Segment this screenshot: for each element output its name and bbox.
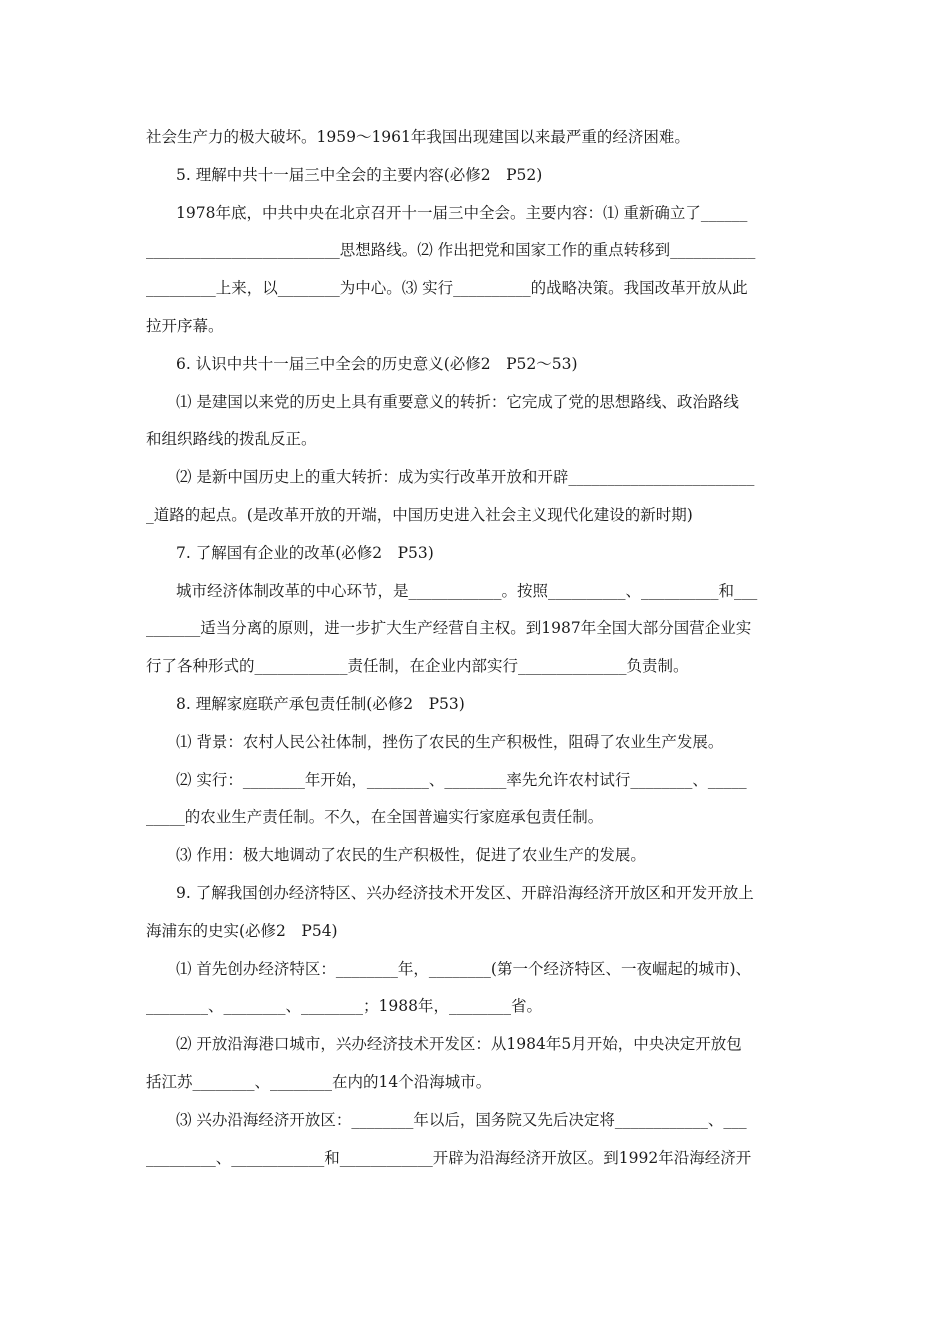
text-line: 海浦东的史实(必修2 P54): [146, 921, 338, 940]
text-line: 6. 认识中共十一届三中全会的历史意义(必修2 P52～53): [176, 354, 578, 373]
text-line: _______适当分离的原则，进一步扩大生产经营自主权。到1987年全国大部分国营企业实: [146, 619, 752, 638]
text-line: 8. 理解家庭联产承包责任制(必修2 P53): [176, 694, 465, 713]
text-line: _____的农业生产责任制。不久，在全国普遍实行家庭承包责任制。: [146, 808, 604, 827]
text-line: ⑴ 首先创办经济特区：________年，________(第一个经济特区、一夜崛起的城市)、: [176, 959, 752, 978]
text-line: 社会生产力的极大破坏。1959～1961年我国出现建国以来最严重的经济困难。: [146, 128, 690, 146]
text-line: _道路的起点。(是改革开放的开端，中国历史进入社会主义现代化建设的新时期): [146, 505, 693, 524]
text-line: 1978年底，中共中央在北京召开十一届三中全会。主要内容：⑴ 重新确立了______: [176, 203, 748, 222]
text-line: 和组织路线的拨乱反正。: [146, 430, 317, 449]
text-line: ⑴ 是建国以来党的历史上具有重要意义的转折：它完成了党的思想路线、政治路线: [176, 392, 739, 411]
text-line: _________上来，以________为中心。⑶ 实行__________的战略决策。我国改革开放从此: [146, 279, 748, 298]
text-line: 5. 理解中共十一届三中全会的主要内容(必修2 P52): [176, 165, 543, 184]
text-line: 拉开序幕。: [146, 316, 224, 335]
text-line: 城市经济体制改革的中心环节，是____________。按照__________、__________和___: [176, 581, 758, 600]
text-line: _________________________思想路线。⑵ 作出把党和国家工作的重点转移到___________: [146, 241, 756, 260]
text-line: ⑵ 实行：________年开始，________、________率先允许农村试行________、_____: [176, 770, 747, 789]
text-line: 行了各种形式的____________责任制，在企业内部实行______________负责制。: [146, 657, 689, 676]
text-line: 9. 了解我国创办经济特区、兴办经济技术开发区、开辟沿海经济开放区和开发开放上: [176, 883, 754, 902]
text-line: _________、____________和____________开辟为沿海经济开放区。到1992年沿海经济开: [146, 1148, 752, 1167]
text-line: 括江苏________、________在内的14个沿海城市。: [146, 1072, 492, 1091]
text-line: ⑶ 兴办沿海经济开放区：________年以后，国务院又先后决定将____________、___: [176, 1110, 747, 1129]
text-line: ⑵ 开放沿海港口城市，兴办经济技术开发区：从1984年5月开始，中央决定开放包: [176, 1035, 742, 1054]
text-line: ________、________、________；1988年，________省。: [146, 997, 542, 1016]
text-line: 7. 了解国有企业的改革(必修2 P53): [176, 543, 434, 562]
text-line: ⑵ 是新中国历史上的重大转折：成为实行改革开放和开辟________________________: [176, 468, 755, 487]
text-line: ⑶ 作用：极大地调动了农民的生产积极性，促进了农业生产的发展。: [176, 846, 646, 865]
text-line: ⑴ 背景：农村人民公社体制，挫伤了农民的生产积极性，阻碍了农业生产发展。: [176, 732, 724, 751]
document-body: [146, 119, 808, 1177]
